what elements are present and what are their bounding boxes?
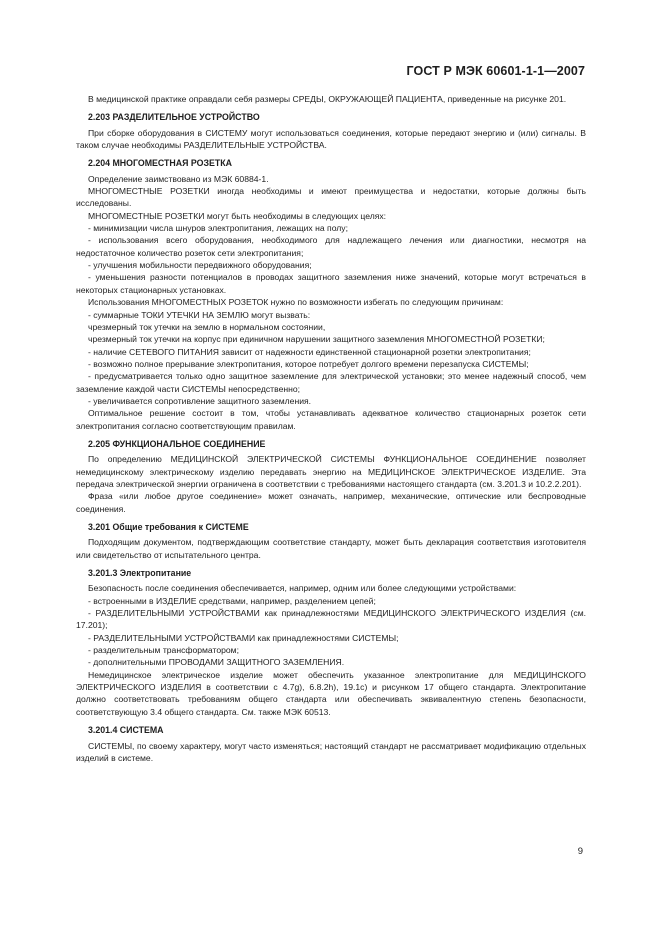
document-body (76, 93, 586, 764)
list-item: - разделительным трансформатором; (88, 645, 239, 656)
section-heading: 3.201 Общие требования к СИСТЕМЕ (88, 522, 249, 532)
page-number: 9 (577, 846, 583, 857)
section-heading: 2.204 МНОГОМЕСТНАЯ РОЗЕТКА (88, 158, 232, 169)
paragraph: По определению МЕДИЦИНСКОЙ ЭЛЕКТРИЧЕСКОЙ СИСТЕМЫ ФУНКЦИОНАЛЬНОЕ СОЕДИНЕНИЕ позволяет немедицинскому электрическому изделию передавать энергию на МЕДИЦИНСКОЕ ЭЛЕКТРИЧЕСКОЕ ИЗДЕЛИЕ. Эта передача электрической энергии ограничена в соответствии с требованиями настоящего стандарта (см. 3.201.3 и 10.2.2.201). (76, 454, 586, 489)
paragraph: МНОГОМЕСТНЫЕ РОЗЕТКИ могут быть необходимы в следующих целях: (88, 210, 387, 221)
list-item: - встроенными в ИЗДЕЛИЕ средствами, например, разделением цепей; (88, 595, 376, 606)
list-item: - наличие СЕТЕВОГО ПИТАНИЯ зависит от надежности единственной стационарной розетки электропитания; (88, 346, 531, 357)
paragraph: При сборке оборудования в СИСТЕМУ могут использоваться соединения, которые передают энергию и (или) сигналы. В таком случае необходимы РАЗДЕЛИТЕЛЬНЫЕ УСТРОЙСТВА. (76, 127, 586, 151)
paragraph: Безопасность после соединения обеспечивается, например, одним или более следующими устройствами: (88, 583, 517, 594)
paragraph: Использования МНОГОМЕСТНЫХ РОЗЕТОК нужно по возможности избегать по следующим причинам: (88, 297, 504, 308)
list-item: - увеличивается сопротивление защитного заземления. (88, 395, 312, 406)
list-item: - минимизации числа шнуров электропитания, лежащих на полу; (88, 223, 348, 234)
list-item: - возможно полное прерывание электропитания, которое потребует долгого времени перезапуска СИСТЕМЫ; (88, 358, 529, 369)
standard-designation: ГОСТ Р МЭК 60601-1-1—2007 (406, 64, 585, 78)
list-item: - суммарные ТОКИ УТЕЧКИ НА ЗЕМЛЮ могут вызвать: (88, 309, 311, 320)
list-subitem: чрезмерный ток утечки на землю в нормальном состоянии, (88, 321, 326, 332)
section-heading: 2.203 РАЗДЕЛИТЕЛЬНОЕ УСТРОЙСТВО (88, 112, 260, 123)
list-item: - использования всего оборудования, необходимого для надлежащего лечения или диагностики, несмотря на недостаточное количество розеток сети электропитания; (76, 235, 586, 258)
paragraph: Фраза «или любое другое соединение» может означать, например, механические, оптические или беспроводные соединения. (76, 491, 586, 514)
paragraph: Оптимальное решение состоит в том, чтобы устанавливать адекватное количество стационарных розеток сети электропитания согласно соответствующим правилам. (76, 408, 586, 431)
list-item: - уменьшения разности потенциалов в проводах защитного заземления ниже значений, которые могут встречаться в некоторых стационарных установках. (76, 272, 586, 295)
list-item: - улучшения мобильности передвижного оборудования; (88, 260, 312, 271)
section-heading: 3.201.3 Электропитание (88, 568, 192, 579)
paragraph: Немедицинское электрическое изделие может обеспечить указанное электропитание для МЕДИЦИНСКОГО ЭЛЕКТРИЧЕСКОГО ИЗДЕЛИЯ в соответствии с 4.7g), 6.8.2h), 19.1c) и рисунком 17 общего стандарта. Электропитание должно соответствовать требованиям общего стандарта или обеспечивать эквивалентную степень безопасности, соответствующую 3.4 общего стандарта. См. также МЭК 60513. (76, 669, 586, 717)
paragraph: В медицинской практике оправдали себя размеры СРЕДЫ, ОКРУЖАЮЩЕЙ ПАЦИЕНТА, приведенные на рисунке 201. (88, 94, 567, 104)
list-subitem: чрезмерный ток утечки на корпус при единичном нарушении защитного заземления МНОГОМЕСТНОЙ РОЗЕТКИ; (88, 334, 545, 345)
section-heading: 2.205 ФУНКЦИОНАЛЬНОЕ СОЕДИНЕНИЕ (88, 438, 266, 449)
paragraph: Подходящим документом, подтверждающим соответствие стандарту, может быть декларация соответствия изготовителя или свидетельство от испытательного центра. (76, 537, 586, 560)
list-item: - РАЗДЕЛИТЕЛЬНЫМИ УСТРОЙСТВАМИ как принадлежностями СИСТЕМЫ; (88, 632, 399, 643)
paragraph: Определение заимствовано из МЭК 60884-1. (88, 173, 269, 184)
paragraph: СИСТЕМЫ, по своему характеру, могут часто изменяться; настоящий стандарт не рассматривает модификацию отдельных изделий в системе. (76, 740, 586, 763)
list-item: - предусматривается только одно защитное заземление для электрической установки; это менее надежный способ, чем заземление каждой части СИСТЕМЫ непосредственно; (76, 371, 586, 394)
list-item: - РАЗДЕЛИТЕЛЬНЫМИ УСТРОЙСТВАМИ как принадлежностями МЕДИЦИНСКОГО ЭЛЕКТРИЧЕСКОГО ИЗДЕЛИЯ (см. 17.201); (76, 608, 586, 631)
list-item: - дополнительными ПРОВОДАМИ ЗАЩИТНОГО ЗАЗЕМЛЕНИЯ. (88, 657, 345, 668)
section-heading: 3.201.4 СИСТЕМА (88, 725, 164, 736)
paragraph: МНОГОМЕСТНЫЕ РОЗЕТКИ иногда необходимы и имеют преимущества и недостатки, которые должны быть исследованы. (76, 186, 586, 209)
